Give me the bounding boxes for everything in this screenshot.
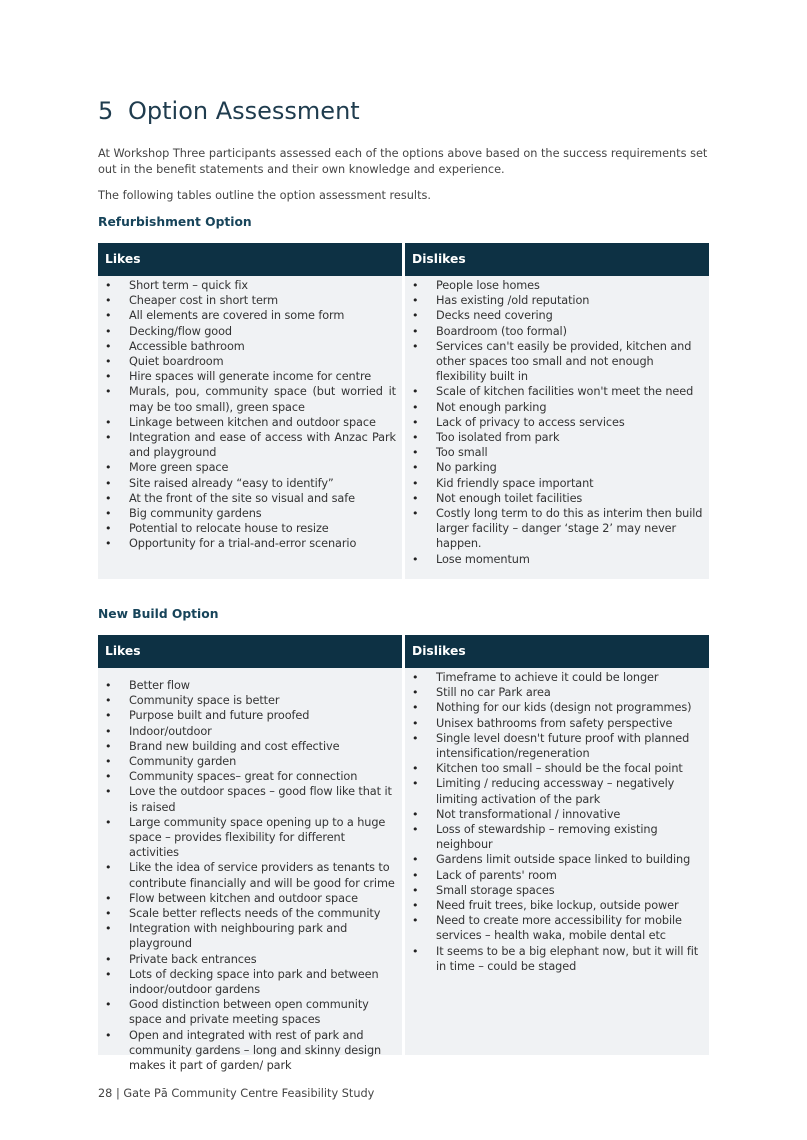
list-item: • Private back entrances <box>98 952 402 967</box>
list-item: • Lots of decking space into park and between indoor/outdoor gardens <box>98 967 402 997</box>
list-item: • Open and integrated with rest of park and community gardens – long and skinny design makes it part of garden/ park <box>98 1028 402 1074</box>
likes-cell <box>98 276 402 579</box>
page-footer: 28 | Gate Pā Community Centre Feasibility Study <box>98 1087 375 1100</box>
list-item: • More green space <box>98 460 402 475</box>
list-item: • Lack of parents' room <box>405 868 709 883</box>
list-item: • Decks need covering <box>405 308 709 323</box>
list-item: • All elements are covered in some form <box>98 308 402 323</box>
list-item: • Opportunity for a trial-and-error scenario <box>98 536 402 551</box>
section-number: 5 <box>98 97 114 125</box>
likes-cell <box>98 668 402 1073</box>
list-item: • Linkage between kitchen and outdoor space <box>98 415 402 430</box>
list-item: • Scale of kitchen facilities won't meet the need <box>405 384 709 399</box>
list-item: • Need to create more accessibility for mobile services – health waka, mobile dental etc <box>405 913 709 943</box>
list-item: • Big community gardens <box>98 506 402 521</box>
list-item: • Loss of stewardship – removing existing neighbour <box>405 822 709 852</box>
list-item: • Quiet boardroom <box>98 354 402 369</box>
dislikes-cell <box>405 668 709 1055</box>
list-item: • Purpose built and future proofed <box>98 708 402 723</box>
list-item: • Large community space opening up to a huge space – provides flexibility for different activities <box>98 815 402 861</box>
list-item: • Boardroom (too formal) <box>405 324 709 339</box>
list-item: • Gardens limit outside space linked to building <box>405 852 709 867</box>
list-item: • At the front of the site so visual and safe <box>98 491 402 506</box>
list-item: • Accessible bathroom <box>98 339 402 354</box>
list-item: • Too small <box>405 445 709 460</box>
list-item: • Love the outdoor spaces – good flow like that it is raised <box>98 784 402 814</box>
dislikes-list <box>405 670 709 974</box>
dislikes-cell <box>405 276 709 579</box>
list-item: • Hire spaces will generate income for centre <box>98 369 402 384</box>
list-item: • Timeframe to achieve it could be longer <box>405 670 709 685</box>
dislikes-list <box>405 278 709 567</box>
likes-header: Likes <box>98 635 402 668</box>
list-item: • Cheaper cost in short term <box>98 293 402 308</box>
list-item: • Site raised already “easy to identify” <box>98 476 402 491</box>
list-item: • Lack of privacy to access services <box>405 415 709 430</box>
list-item: • Indoor/outdoor <box>98 724 402 739</box>
list-item: • Not enough parking <box>405 400 709 415</box>
list-item: • Community garden <box>98 754 402 769</box>
intro-paragraph: The following tables outline the option assessment results. <box>98 189 431 202</box>
new-build-table <box>98 635 709 1073</box>
list-item: • Services can't easily be provided, kitchen and other spaces too small and not enough flexibility built in <box>405 339 709 385</box>
list-item: • No parking <box>405 460 709 475</box>
list-item: • Integration and ease of access with Anzac Park and playground <box>98 430 402 460</box>
list-item: • Single level doesn't future proof with planned intensification/regeneration <box>405 731 709 761</box>
refurbishment-heading: Refurbishment Option <box>98 215 252 229</box>
list-item: • Kitchen too small – should be the focal point <box>405 761 709 776</box>
list-item: • Too isolated from park <box>405 430 709 445</box>
list-item: • Community space is better <box>98 693 402 708</box>
likes-header: Likes <box>98 243 402 276</box>
dislikes-header: Dislikes <box>405 243 709 276</box>
list-item: • Decking/flow good <box>98 324 402 339</box>
section-title: Option Assessment <box>128 97 360 125</box>
list-item: • Short term – quick fix <box>98 278 402 293</box>
list-item: • Still no car Park area <box>405 685 709 700</box>
list-item: • Better flow <box>98 678 402 693</box>
list-item: • Murals, pou, community space (but worried it may be too small), green space <box>98 384 402 414</box>
list-item: • Not enough toilet facilities <box>405 491 709 506</box>
list-item: • Scale better reflects needs of the community <box>98 906 402 921</box>
list-item: • Brand new building and cost effective <box>98 739 402 754</box>
list-item: • Nothing for our kids (design not programmes) <box>405 700 709 715</box>
dislikes-header: Dislikes <box>405 635 709 668</box>
list-item: • People lose homes <box>405 278 709 293</box>
list-item: • Potential to relocate house to resize <box>98 521 402 536</box>
page-title <box>98 97 360 125</box>
list-item: • Not transformational / innovative <box>405 807 709 822</box>
list-item: • It seems to be a big elephant now, but it will fit in time – could be staged <box>405 944 709 974</box>
list-item: • Limiting / reducing accessway – negatively limiting activation of the park <box>405 776 709 806</box>
list-item: • Integration with neighbouring park and playground <box>98 921 402 951</box>
list-item: • Unisex bathrooms from safety perspective <box>405 716 709 731</box>
likes-list <box>98 678 402 1073</box>
refurbishment-table <box>98 243 709 579</box>
list-item: • Community spaces– great for connection <box>98 769 402 784</box>
list-item: • Need fruit trees, bike lockup, outside power <box>405 898 709 913</box>
list-item: • Kid friendly space important <box>405 476 709 491</box>
list-item: • Costly long term to do this as interim then build larger facility – danger ‘stage 2’ may never happen. <box>405 506 709 552</box>
list-item: • Flow between kitchen and outdoor space <box>98 891 402 906</box>
intro-paragraph: At Workshop Three participants assessed each of the options above based on the success requirements set out in the benefit statements and their own knowledge and experience. <box>98 147 708 176</box>
new-build-heading: New Build Option <box>98 607 219 621</box>
list-item: • Small storage spaces <box>405 883 709 898</box>
list-item: • Like the idea of service providers as tenants to contribute financially and will be good for crime <box>98 860 402 890</box>
list-item: • Has existing /old reputation <box>405 293 709 308</box>
list-item: • Good distinction between open community space and private meeting spaces <box>98 997 402 1027</box>
likes-list <box>98 278 402 552</box>
list-item: • Lose momentum <box>405 552 709 567</box>
